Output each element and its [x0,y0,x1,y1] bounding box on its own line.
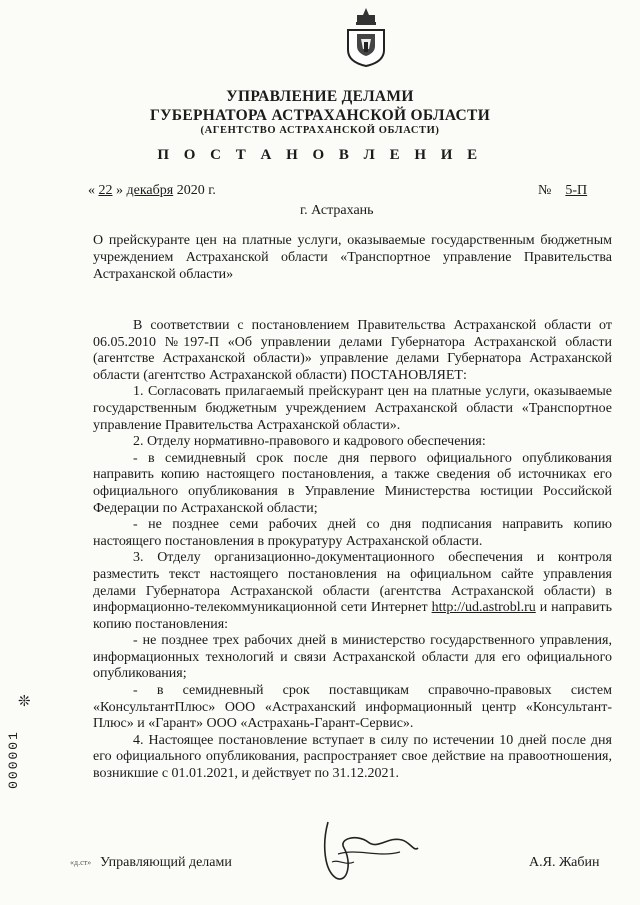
item-3-text: 3. Отделу организационно-документационного обеспечения и контроля разместить текст настоящего постановления на официальном сайте управления делами Губернатора Астраханской области (агентства Астраханской области) в информационно-телекоммуникационной сети Интернет [93,550,612,616]
paragraph-item-4: 4. Настоящее постановление вступает в силу по истечении 10 дней после дня его официального опубликования, распространяет свое действие на правоотношения, возникшие с 01.01.2021, и действует по 31.12.2021. [93,732,612,782]
paragraph-item-2: 2. Отделу нормативно-правового и кадрового обеспечения: [133,434,486,450]
date-month: декабря [126,183,174,198]
number-label: № [538,183,552,198]
document-number [538,183,587,199]
org-title-line-1: УПРАВЛЕНИЕ ДЕЛАМИ [226,88,414,105]
date-open-quote: « [88,183,95,198]
side-number-text: 000001 [5,730,21,789]
date-day: 22 [98,183,113,198]
signer-name: А.Я. Жабин [529,855,600,870]
date-year: 2020 г. [176,183,216,198]
document-body [93,318,612,783]
document-date [88,183,216,199]
date-close-quote: » [116,183,123,198]
number-value: 5-П [565,183,588,198]
handwritten-signature [308,812,423,892]
coat-of-arms-emblem [342,6,390,68]
org-title-line-2: ГУБЕРНАТОРА АСТРАХАНСКОЙ ОБЛАСТИ [149,107,491,124]
paragraph-item-3-sub-2: - в семидневный срок поставщикам справочно-правовых систем «КонсультантПлюс» ООО «Астраханский информационный центр «Консультант-Плюс» и «Гарант» ООО «Астрахань-Гарант-Сервис». [93,683,612,732]
snowflake-icon: ❊ [18,694,31,710]
document-subject: О прейскуранте цен на платные услуги, оказываемые государственным бюджетным учреждением Астраханской области «Транспортное управление Правительства Астраханской области» [93,233,612,282]
paragraph-item-3 [93,550,612,633]
org-title-line-3: (АГЕНТСТВО АСТРАХАНСКОЙ ОБЛАСТИ) [200,125,440,136]
paragraph-item-2-sub-2: - не позднее семи рабочих дней со дня подписания направить копию настоящего постановления в прокуратуру Астраханской области. [93,517,612,549]
document-city: г. Астрахань [300,203,374,218]
signer-position: Управляющий делами [100,855,232,870]
document-type-heading: П О С Т А Н О В Л Е Н И Е [157,147,483,163]
scan-mark: «д.ст» [70,858,92,867]
website-link[interactable]: http://ud.astrobl.ru [431,600,536,616]
item-3-text-end: и направить копию постановления: [93,600,613,632]
paragraph-preamble: В соответствии с постановлением Правительства Астраханской области от 06.05.2010 №197-П «Об управлении делами Губернатора Астраханской области (агентстве Астраханской области)» управление делами Губернатора Астраханской области (агентство Астраханской области) ПОСТАНОВЛЯЕТ: [93,318,612,383]
side-registration-number [5,718,32,800]
paragraph-item-2-sub-1: - в семидневный срок после дня первого официального опубликования направить копию настоящего постановления, а также сведения об источниках его официального опубликования в Управление Министерства юстиции Российской Федерации по Астраханской области; [93,450,612,516]
paragraph-item-3-sub-1: - не позднее трех рабочих дней в министерство государственного управления, информационных технологий и связи Астраханской области для его официального опубликования; [93,633,612,682]
paragraph-item-1: 1. Согласовать прилагаемый прейскурант цен на платные услуги, оказываемые государственным бюджетным учреждением Астраханской области «Транспортное управление Правительства Астраханской области». [93,384,612,433]
